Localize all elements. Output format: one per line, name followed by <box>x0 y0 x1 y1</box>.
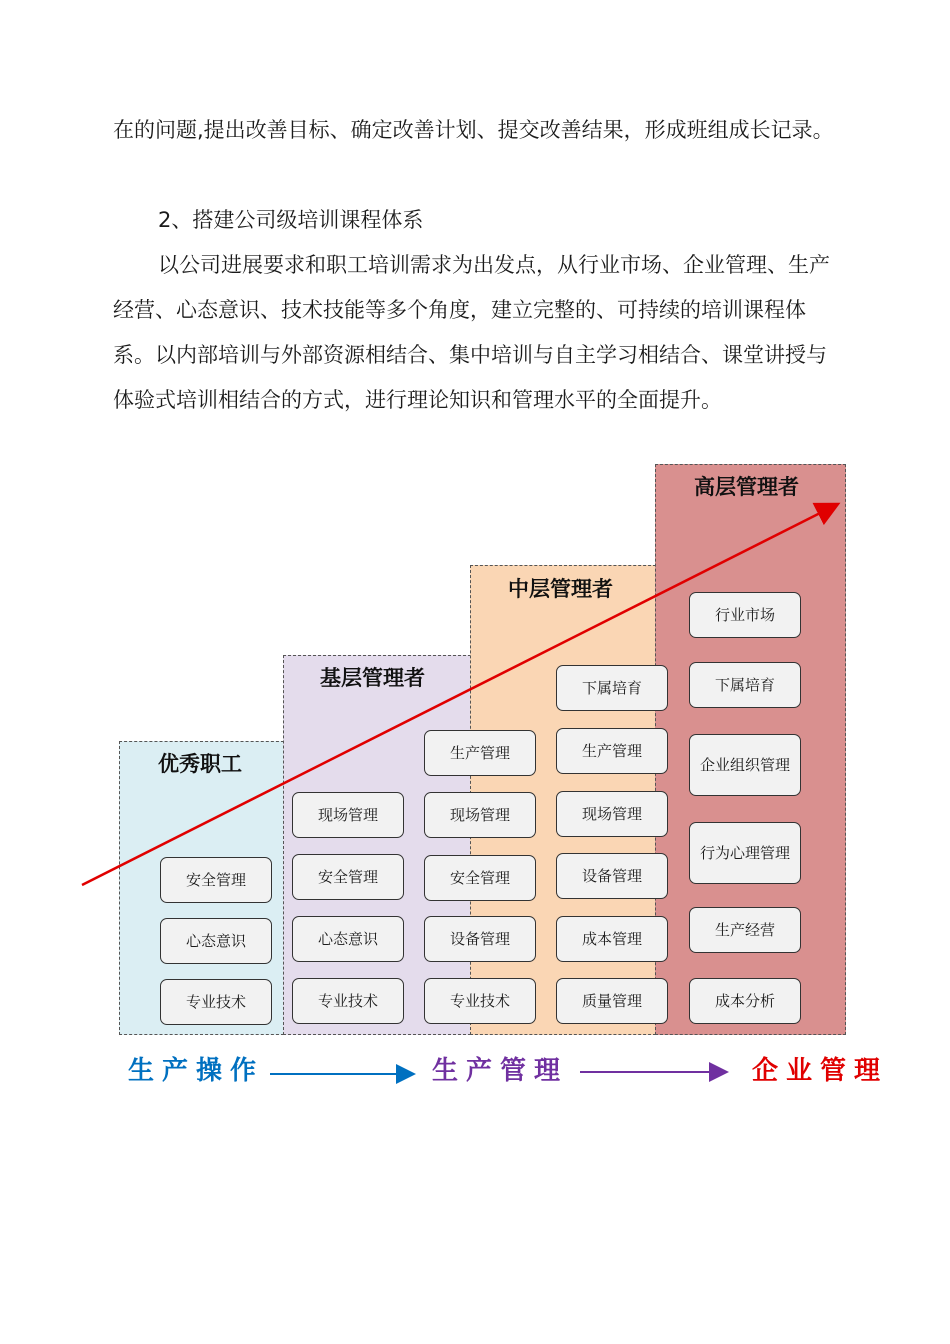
course-box: 设备管理 <box>424 916 536 962</box>
course-box: 企业组织管理 <box>689 734 801 796</box>
course-box: 专业技术 <box>160 979 272 1025</box>
course-box: 心态意识 <box>160 918 272 964</box>
course-box: 行为心理管理 <box>689 822 801 884</box>
course-box: 设备管理 <box>556 853 668 899</box>
course-box: 质量管理 <box>556 978 668 1024</box>
course-box: 成本管理 <box>556 916 668 962</box>
tier-title-excellent-staff: 优秀职工 <box>158 752 242 776</box>
course-box: 下属培育 <box>689 662 801 708</box>
course-box: 生产管理 <box>424 730 536 776</box>
flow-label-enterprise-management: 企业管理 <box>752 1056 889 1086</box>
course-box: 现场管理 <box>292 792 404 838</box>
course-box: 成本分析 <box>689 978 801 1024</box>
course-box: 安全管理 <box>160 857 272 903</box>
course-box: 生产管理 <box>556 728 668 774</box>
tier-title-frontline-managers: 基层管理者 <box>320 666 425 690</box>
tier-title-senior-managers: 高层管理者 <box>694 475 799 499</box>
course-box: 生产经营 <box>689 907 801 953</box>
course-box: 专业技术 <box>424 978 536 1024</box>
course-box: 安全管理 <box>424 855 536 901</box>
flow-label-production-operation: 生产操作 <box>128 1056 265 1086</box>
paragraph-training-system: 以公司进展要求和职工培训需求为出发点，从行业市场、企业管理、生产经营、心态意识、技术技能等多个角度，建立完整的、可持续的培训课程体系。以内部培训与外部资源相结合、集中培训与自主学习相结合、课堂讲授与体验式培训相结合的方式，进行理论知识和管理水平的全面提升。 <box>113 253 830 412</box>
section-heading: 2、搭建公司级培训课程体系 <box>158 208 424 232</box>
course-box: 专业技术 <box>292 978 404 1024</box>
paragraph-intro: 在的问题,提出改善目标、确定改善计划、提交改善结果，形成班组成长记录。 <box>113 118 834 142</box>
course-box: 现场管理 <box>556 791 668 837</box>
course-box: 现场管理 <box>424 792 536 838</box>
course-box: 下属培育 <box>556 665 668 711</box>
course-box: 安全管理 <box>292 854 404 900</box>
course-box: 心态意识 <box>292 916 404 962</box>
tier-title-middle-managers: 中层管理者 <box>508 577 613 601</box>
flow-label-production-management: 生产管理 <box>432 1056 569 1086</box>
course-box: 行业市场 <box>689 592 801 638</box>
growth-trend-arrow <box>82 505 836 885</box>
